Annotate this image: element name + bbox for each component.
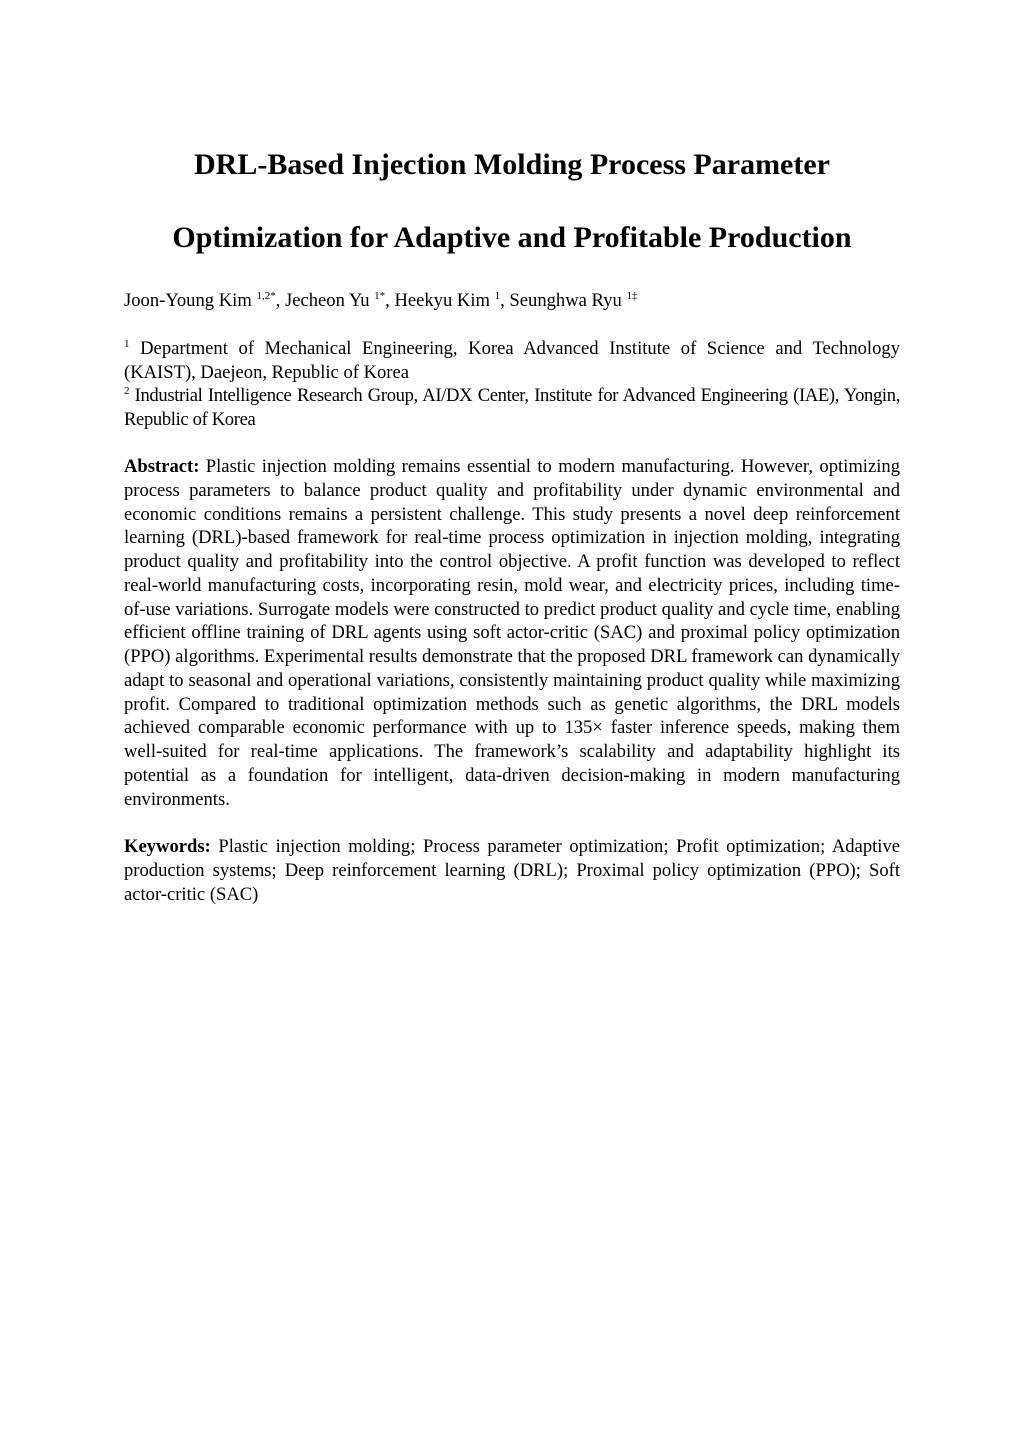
paper-title-line-1: DRL-Based Injection Molding Process Parameter xyxy=(193,148,830,181)
affiliation-mark: 1 xyxy=(124,338,130,350)
keywords-text: Plastic injection molding; Process parameter optimization; Profit optimization; Adaptive production systems; Deep reinforcement learning (DRL); Proximal policy optimization (PPO); Soft actor-critic (SAC) xyxy=(124,836,900,905)
abstract-text: Plastic injection molding remains essential to modern manufacturing. However, optimizing process parameters to balance product quality and profitability under dynamic environmental and economic conditions remains a persistent challenge. This study presents a novel deep reinforcement learning (DRL)-based framework for real-time process optimization in injection molding, integrating product quality and profitability into the control objective. A profit function was developed to reflect real-world manufacturing costs, incorporating resin, mold wear, and electricity prices, including time-of-use variations. Surrogate models were constructed to predict product quality and cycle time, enabling efficient offline training of DRL agents using soft actor-critic (SAC) and proximal policy optimization (PPO) algorithms. Experimental results demonstrate that the proposed DRL framework can dynamically adapt to seasonal and operational variations, consistently maintaining product quality while maximizing profit. Compared to traditional optimization methods such as genetic algorithms, the DRL models achieved comparable economic performance with up to 135× faster inference speeds, making them well-suited for real-time applications. The framework’s scalability and adaptability highlight its potential as a foundation for intelligent, data-driven decision-making in modern manufacturing environments. xyxy=(124,456,900,810)
author-affiliation-mark: 1 xyxy=(494,290,501,302)
author-affiliation-mark: 1* xyxy=(374,290,386,302)
abstract xyxy=(124,455,900,811)
author-name: Heekyu Kim xyxy=(394,290,495,311)
author-affiliation-mark: 1‡ xyxy=(626,290,638,302)
author-affiliation-mark: 1,2* xyxy=(256,290,276,302)
keywords xyxy=(124,835,900,906)
author-name: Joon-Young Kim xyxy=(124,290,257,311)
author-list xyxy=(124,289,900,313)
author-separator: , xyxy=(275,290,285,311)
author-name: Jecheon Yu xyxy=(284,290,375,311)
keywords-label: Keywords: xyxy=(124,836,211,857)
author-separator: , xyxy=(500,290,510,311)
abstract-label: Abstract: xyxy=(124,456,200,477)
paper-title-line-2: Optimization for Adaptive and Profitable Production xyxy=(172,221,852,254)
affiliation-text: Department of Mechanical Engineering, Korea Advanced Institute of Science and Technology (KAIST), Daejeon, Republic of Korea xyxy=(124,338,900,383)
author-name: Seunghwa Ryu xyxy=(509,290,627,311)
affiliation-mark: 2 xyxy=(124,385,130,397)
affiliation-text: Industrial Intelligence Research Group, AI/DX Center, Institute for Advanced Engineering (IAE), Yongin, Republic of Korea xyxy=(124,385,900,430)
affiliation-2 xyxy=(124,384,900,432)
author-separator: , xyxy=(385,290,395,311)
affiliation-1 xyxy=(124,337,900,385)
